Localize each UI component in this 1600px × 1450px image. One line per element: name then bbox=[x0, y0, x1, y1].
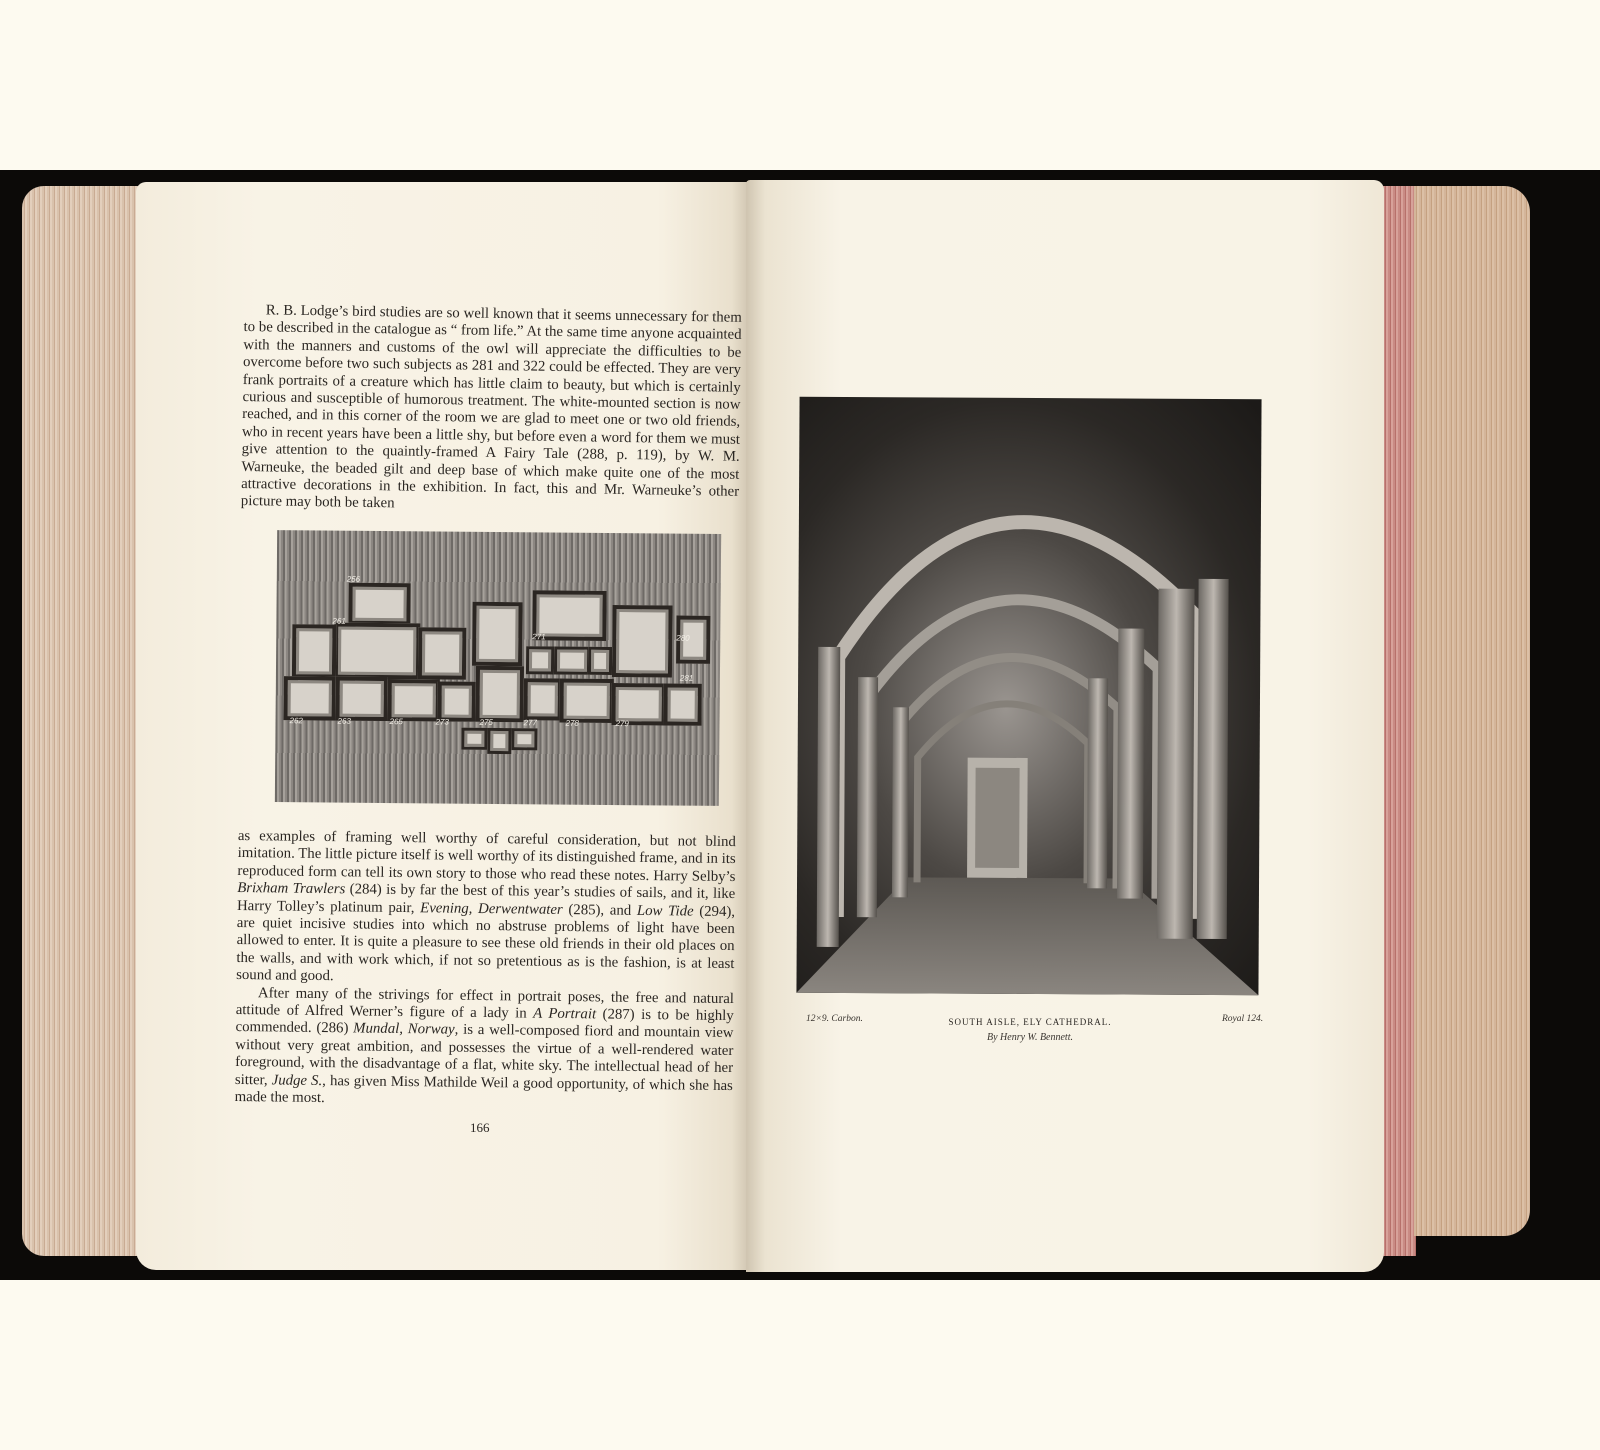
gallery-wall-photo bbox=[275, 530, 721, 806]
picture-frame bbox=[588, 647, 612, 675]
gallery-frame-label: 280 bbox=[676, 633, 690, 643]
picture-frame bbox=[476, 666, 524, 722]
picture-frame bbox=[472, 602, 523, 666]
picture-frame bbox=[348, 583, 410, 626]
paragraph-framing: as examples of framing well worthy of careful consideration, but not blind imitation. The little picture itself is well worthy of its distinguished frame, and in its reproduced form can tell its own story to those who read these notes. Harry Selby’s Brixham Trawlers (284) is by far the best of this year’s studies of sails, and it, like Harry Tolley’s platinum pair, Evening, Derwentwater (285), and Low Tide (294), are quiet incisive studies into which no abstruse problems of light have been allowed to enter. It is quite a pleasure to see these old friends in their old places on the walls, and with work which, if not so pretentious as is the fashion, is at least sound and good. bbox=[236, 828, 736, 985]
gallery-frame-label: 273 bbox=[435, 717, 449, 727]
gallery-frame-label: 281 bbox=[679, 673, 694, 683]
picture-frame bbox=[438, 681, 476, 721]
gallery-frame-label: 277 bbox=[523, 718, 537, 728]
picture-frame bbox=[487, 728, 511, 754]
picture-frame bbox=[560, 679, 614, 723]
picture-frame bbox=[511, 728, 537, 750]
gallery-frame-label: 271 bbox=[532, 632, 546, 642]
paragraph-portrait: After many of the strivings for effect in portrait poses, the free and natural attitude of Alfred Werner’s figure of a lady in A Portrait (287) is to be highly commended. (286) Mundal, Norway, is a well-composed fiord and mountain view without very great ambition, and possesses the virtue of a well-rendered water foreground, with the disadvantage of a flat, white sky. The intellectual head of her sitter, Judge S., has given Miss Mathilde Weil a good opportunity, of which she has made the most. bbox=[234, 984, 735, 1107]
picture-frame bbox=[418, 627, 466, 679]
right-page-edges bbox=[1414, 186, 1530, 1236]
picture-frame bbox=[554, 646, 590, 674]
picture-frame bbox=[388, 679, 440, 721]
gallery-frame-label: 263 bbox=[337, 716, 351, 726]
caption-title: SOUTH AISLE, ELY CATHEDRAL. bbox=[948, 1017, 1112, 1027]
paragraph-owl-studies: R. B. Lodge’s bird studies are so well known that it seems unnecessary for them to be described in the catalogue as “ from life.” At the same time anyone acquainted with the manners and customs of the owl will appreciate the difficulties to be overcome before two such subjects as 281 and 322 could be effected. They are very frank portraits of a creature which has little claim to beauty, but which is certainly curious and susceptible of humorous treatment. The white-mounted section is now reached, and in this corner of the room we are glad to meet one or two old friends, who in recent years have been a little shy, but before even a word for them we must give attention to the quaintly-framed A Fairy Tale (288, p. 119), by W. M. Warneuke, the beaded gilt and deep base of which make quite one of the most attractive decorations in the exhibition. In fact, this and Mr. Warneuke’s other picture may both be taken bbox=[240, 302, 742, 512]
cathedral-aisle-photo bbox=[796, 397, 1261, 995]
picture-frame bbox=[526, 646, 554, 674]
caption-paper: Royal 124. bbox=[1222, 1014, 1264, 1024]
gallery-frame-label: 265 bbox=[389, 717, 403, 727]
picture-frame bbox=[284, 676, 336, 720]
picture-frame bbox=[292, 624, 336, 678]
caption-credit: By Henry W. Bennett. bbox=[987, 1032, 1073, 1043]
gallery-frame-label: 262 bbox=[289, 716, 303, 726]
picture-frame bbox=[524, 678, 562, 720]
picture-frame bbox=[334, 623, 420, 680]
page-number: 166 bbox=[470, 1120, 490, 1135]
left-page-edges bbox=[22, 186, 142, 1256]
gallery-frame-label: 279 bbox=[615, 719, 629, 729]
picture-frame bbox=[664, 683, 702, 725]
cathedral-drawing bbox=[796, 397, 1261, 995]
gallery-frame-label: 278 bbox=[565, 718, 579, 728]
left-page-text-bottom bbox=[235, 828, 736, 1113]
caption-size-process: 12×9. Carbon. bbox=[806, 1014, 863, 1024]
left-page-text-top bbox=[241, 302, 742, 519]
gallery-frame-label: 261 bbox=[332, 616, 346, 626]
picture-frame bbox=[336, 677, 388, 721]
gallery-frame-label: 256 bbox=[346, 574, 361, 584]
picture-frame bbox=[461, 728, 487, 750]
gallery-frame-label: 275 bbox=[479, 717, 493, 727]
picture-frame bbox=[612, 605, 673, 678]
